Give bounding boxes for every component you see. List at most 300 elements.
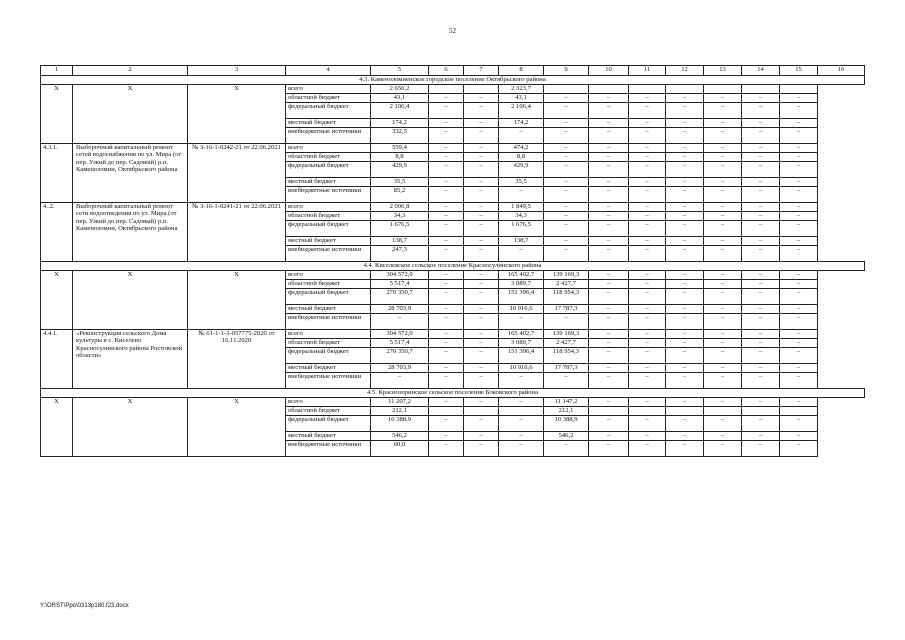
amount-cell	[742, 85, 780, 94]
amount-cell: 138,7	[499, 237, 544, 246]
amount-cell: 10 388,9	[371, 416, 429, 432]
amount-cell: 118 954,3	[544, 289, 589, 305]
amount-cell: –	[464, 119, 499, 128]
amount-cell: –	[629, 153, 666, 162]
amount-cell: –	[704, 153, 742, 162]
amount-cell: –	[589, 330, 629, 339]
amount-cell: 60,0	[371, 441, 429, 457]
amount-cell: –	[780, 330, 818, 339]
amount-cell: –	[629, 416, 666, 432]
funding-source: областной бюджет	[286, 280, 371, 289]
amount-cell: –	[629, 144, 666, 153]
amount-cell: –	[780, 237, 818, 246]
amount-cell: –	[704, 348, 742, 364]
amount-cell: –	[742, 103, 780, 119]
budget-table-wrapper	[40, 65, 865, 457]
amount-cell: –	[589, 441, 629, 457]
amount-cell: 138,7	[371, 237, 429, 246]
funding-source: местный бюджет	[286, 237, 371, 246]
amount-cell: –	[544, 212, 589, 221]
section-title: 4.5. Краснозоринское сельское поселение Боковского района	[41, 389, 865, 398]
amount-cell: –	[666, 178, 704, 187]
expertise-conclusion: X	[188, 398, 286, 457]
amount-cell: 212,1	[544, 407, 589, 416]
amount-cell: 2 427,7	[544, 280, 589, 289]
amount-cell: –	[704, 144, 742, 153]
amount-cell: –	[544, 314, 589, 330]
amount-cell: –	[704, 187, 742, 203]
amount-cell	[464, 85, 499, 94]
amount-cell: –	[780, 103, 818, 119]
amount-cell: 247,3	[371, 246, 429, 262]
funding-source: всего	[286, 271, 371, 280]
amount-cell: –	[629, 373, 666, 389]
amount-cell: –	[589, 203, 629, 212]
amount-cell: –	[629, 432, 666, 441]
amount-cell: –	[704, 441, 742, 457]
amount-cell: –	[704, 119, 742, 128]
amount-cell: –	[742, 178, 780, 187]
amount-cell: 5 517,4	[371, 339, 429, 348]
funding-source: областной бюджет	[286, 94, 371, 103]
amount-cell: –	[666, 103, 704, 119]
amount-cell: –	[464, 441, 499, 457]
amount-cell: –	[429, 314, 464, 330]
funding-source: местный бюджет	[286, 364, 371, 373]
funding-source: областной бюджет	[286, 339, 371, 348]
amount-cell: –	[429, 280, 464, 289]
amount-cell: –	[589, 432, 629, 441]
row-number: 4.3.1.	[41, 144, 73, 203]
column-number: 3	[188, 66, 286, 76]
amount-cell: –	[704, 162, 742, 178]
amount-cell: 1 849,5	[499, 203, 544, 212]
column-number: 5	[371, 66, 429, 76]
table-row	[41, 330, 865, 339]
amount-cell: –	[742, 398, 780, 407]
amount-cell: –	[704, 339, 742, 348]
amount-cell: –	[742, 144, 780, 153]
amount-cell: –	[780, 398, 818, 407]
amount-cell: –	[589, 364, 629, 373]
expertise-conclusion: № 3-16-1-0242-21 от 22.06.2021	[188, 144, 286, 203]
amount-cell	[464, 407, 499, 416]
amount-cell: –	[544, 237, 589, 246]
amount-cell: –	[666, 280, 704, 289]
amount-cell: –	[742, 305, 780, 314]
object-name: «Реконструкция сельского Дома культуры в с. Киселево Красносулинского района Ростовской области»	[73, 330, 188, 389]
amount-cell: –	[544, 246, 589, 262]
funding-source: всего	[286, 398, 371, 407]
column-number: 8	[499, 66, 544, 76]
amount-cell: –	[589, 119, 629, 128]
amount-cell: 165 402,7	[499, 271, 544, 280]
amount-cell: –	[666, 305, 704, 314]
table-row	[41, 271, 865, 280]
amount-cell: –	[544, 119, 589, 128]
amount-cell: –	[666, 314, 704, 330]
amount-cell: 304 572,0	[371, 271, 429, 280]
amount-cell: –	[629, 314, 666, 330]
amount-cell: –	[589, 314, 629, 330]
row-number: X	[41, 271, 73, 330]
amount-cell: 174,2	[371, 119, 429, 128]
amount-cell: –	[589, 416, 629, 432]
amount-cell: –	[429, 271, 464, 280]
amount-cell: –	[742, 271, 780, 280]
amount-cell: –	[629, 203, 666, 212]
amount-cell	[666, 407, 704, 416]
column-number: 14	[742, 66, 780, 76]
amount-cell: –	[742, 212, 780, 221]
amount-cell: –	[780, 144, 818, 153]
funding-source: федеральный бюджет	[286, 348, 371, 364]
amount-cell: –	[464, 187, 499, 203]
amount-cell: –	[589, 339, 629, 348]
funding-source: федеральный бюджет	[286, 221, 371, 237]
amount-cell: –	[544, 162, 589, 178]
amount-cell: –	[666, 441, 704, 457]
amount-cell: –	[629, 178, 666, 187]
amount-cell: –	[780, 373, 818, 389]
amount-cell: –	[666, 348, 704, 364]
amount-cell: –	[666, 128, 704, 144]
amount-cell: –	[780, 416, 818, 432]
amount-cell: –	[589, 187, 629, 203]
amount-cell: –	[589, 280, 629, 289]
amount-cell: –	[629, 289, 666, 305]
amount-cell: –	[464, 416, 499, 432]
amount-cell: 10 916,6	[499, 364, 544, 373]
column-number: 2	[73, 66, 188, 76]
funding-source: внебюджетные источники	[286, 314, 371, 330]
amount-cell: –	[666, 416, 704, 432]
amount-cell	[666, 85, 704, 94]
amount-cell: 559,4	[371, 144, 429, 153]
section-row	[41, 76, 865, 85]
column-number: 11	[629, 66, 666, 76]
amount-cell: 28 703,9	[371, 364, 429, 373]
funding-source: местный бюджет	[286, 178, 371, 187]
amount-cell: –	[666, 187, 704, 203]
amount-cell: –	[589, 305, 629, 314]
column-number: 15	[780, 66, 818, 76]
amount-cell: –	[780, 162, 818, 178]
expertise-conclusion: № 3-16-1-0241-21 от 22.06.2021	[188, 203, 286, 262]
amount-cell: –	[589, 178, 629, 187]
amount-cell: –	[589, 237, 629, 246]
row-number: X	[41, 398, 73, 457]
amount-cell: –	[429, 441, 464, 457]
amount-cell: 546,2	[544, 432, 589, 441]
amount-cell: –	[499, 432, 544, 441]
amount-cell: –	[589, 128, 629, 144]
amount-cell	[629, 85, 666, 94]
amount-cell: –	[629, 280, 666, 289]
amount-cell: 11 207,2	[371, 398, 429, 407]
amount-cell: 139 169,3	[544, 271, 589, 280]
amount-cell: –	[464, 432, 499, 441]
amount-cell: 17 787,3	[544, 364, 589, 373]
funding-source: всего	[286, 144, 371, 153]
amount-cell: –	[429, 212, 464, 221]
amount-cell: –	[589, 144, 629, 153]
amount-cell: –	[464, 94, 499, 103]
amount-cell: 85,2	[371, 187, 429, 203]
amount-cell: –	[742, 94, 780, 103]
amount-cell: –	[429, 162, 464, 178]
amount-cell: –	[666, 373, 704, 389]
amount-cell: –	[704, 280, 742, 289]
amount-cell: –	[464, 348, 499, 364]
amount-cell: –	[704, 364, 742, 373]
amount-cell: –	[499, 246, 544, 262]
table-row	[41, 144, 865, 153]
amount-cell	[780, 85, 818, 94]
funding-source: областной бюджет	[286, 153, 371, 162]
amount-cell: –	[742, 187, 780, 203]
amount-cell: –	[742, 432, 780, 441]
amount-cell: –	[742, 153, 780, 162]
amount-cell: 8,8	[371, 153, 429, 162]
amount-cell: –	[780, 364, 818, 373]
amount-cell: –	[464, 373, 499, 389]
amount-cell: 118 954,3	[544, 348, 589, 364]
amount-cell: –	[429, 339, 464, 348]
amount-cell: –	[544, 144, 589, 153]
amount-cell: –	[780, 280, 818, 289]
amount-cell: 546,2	[371, 432, 429, 441]
amount-cell	[499, 407, 544, 416]
amount-cell: –	[629, 271, 666, 280]
page-number: 52	[449, 27, 456, 35]
amount-cell: –	[742, 330, 780, 339]
amount-cell: –	[499, 187, 544, 203]
amount-cell: –	[429, 398, 464, 407]
amount-cell: 165 402,7	[499, 330, 544, 339]
amount-cell: –	[704, 221, 742, 237]
table-body	[41, 66, 865, 457]
amount-cell: –	[666, 432, 704, 441]
amount-cell: 5 517,4	[371, 280, 429, 289]
amount-cell: –	[780, 246, 818, 262]
amount-cell: 3 089,7	[499, 280, 544, 289]
funding-source: местный бюджет	[286, 432, 371, 441]
amount-cell: –	[544, 103, 589, 119]
amount-cell: –	[742, 373, 780, 389]
amount-cell: –	[704, 330, 742, 339]
amount-cell: –	[429, 348, 464, 364]
funding-source: областной бюджет	[286, 212, 371, 221]
row-number: 4..2.	[41, 203, 73, 262]
amount-cell: –	[704, 128, 742, 144]
amount-cell: –	[589, 94, 629, 103]
amount-cell: 28 703,9	[371, 305, 429, 314]
amount-cell: –	[704, 94, 742, 103]
amount-cell: –	[780, 187, 818, 203]
funding-source: федеральный бюджет	[286, 289, 371, 305]
amount-cell: 35,5	[371, 178, 429, 187]
amount-cell: –	[589, 103, 629, 119]
amount-cell: 2 656,2	[371, 85, 429, 94]
amount-cell: –	[666, 221, 704, 237]
amount-cell: –	[629, 128, 666, 144]
amount-cell: –	[629, 348, 666, 364]
column-number: 1	[41, 66, 73, 76]
amount-cell: –	[464, 271, 499, 280]
funding-source: внебюджетные источники	[286, 128, 371, 144]
amount-cell: 2 106,4	[499, 103, 544, 119]
amount-cell: –	[780, 441, 818, 457]
amount-cell: –	[780, 305, 818, 314]
amount-cell: –	[544, 441, 589, 457]
amount-cell: –	[589, 373, 629, 389]
amount-cell: –	[464, 212, 499, 221]
amount-cell: 17 787,3	[544, 305, 589, 314]
amount-cell: –	[429, 94, 464, 103]
funding-source: федеральный бюджет	[286, 162, 371, 178]
amount-cell: 43,1	[371, 94, 429, 103]
amount-cell: –	[780, 289, 818, 305]
object-name: X	[73, 271, 188, 330]
amount-cell: –	[666, 212, 704, 221]
amount-cell: –	[742, 221, 780, 237]
amount-cell: –	[429, 237, 464, 246]
amount-cell: –	[666, 271, 704, 280]
amount-cell: –	[704, 103, 742, 119]
amount-cell: 304 572,0	[371, 330, 429, 339]
funding-source: федеральный бюджет	[286, 103, 371, 119]
amount-cell	[429, 85, 464, 94]
amount-cell: –	[780, 128, 818, 144]
amount-cell: –	[464, 178, 499, 187]
funding-source: всего	[286, 85, 371, 94]
amount-cell: –	[742, 289, 780, 305]
object-name: X	[73, 398, 188, 457]
amount-cell: –	[666, 398, 704, 407]
funding-source: федеральный бюджет	[286, 416, 371, 432]
amount-cell: –	[499, 128, 544, 144]
amount-cell: –	[666, 94, 704, 103]
amount-cell: –	[629, 237, 666, 246]
amount-cell: –	[666, 330, 704, 339]
expertise-conclusion: X	[188, 271, 286, 330]
amount-cell: –	[464, 203, 499, 212]
amount-cell: –	[780, 203, 818, 212]
amount-cell: –	[589, 212, 629, 221]
amount-cell: –	[499, 416, 544, 432]
amount-cell: –	[704, 237, 742, 246]
amount-cell: 3 089,7	[499, 339, 544, 348]
amount-cell: –	[464, 128, 499, 144]
amount-cell: –	[589, 289, 629, 305]
amount-cell: –	[629, 94, 666, 103]
amount-cell: –	[780, 432, 818, 441]
amount-cell: 2 106,4	[371, 103, 429, 119]
amount-cell: –	[780, 94, 818, 103]
amount-cell	[704, 407, 742, 416]
amount-cell: –	[429, 330, 464, 339]
amount-cell: –	[429, 103, 464, 119]
amount-cell: 2 096,8	[371, 203, 429, 212]
section-row	[41, 389, 865, 398]
amount-cell: –	[704, 203, 742, 212]
amount-cell: –	[666, 153, 704, 162]
header-row	[41, 66, 865, 76]
amount-cell: –	[742, 203, 780, 212]
amount-cell: –	[544, 178, 589, 187]
amount-cell: –	[371, 373, 429, 389]
amount-cell: –	[704, 271, 742, 280]
amount-cell: –	[464, 305, 499, 314]
amount-cell: –	[429, 364, 464, 373]
table-row	[41, 203, 865, 212]
section-row	[41, 262, 865, 271]
amount-cell: –	[629, 119, 666, 128]
amount-cell: –	[742, 162, 780, 178]
amount-cell: –	[629, 187, 666, 203]
amount-cell: –	[464, 364, 499, 373]
amount-cell: –	[666, 119, 704, 128]
amount-cell: –	[780, 348, 818, 364]
amount-cell: –	[704, 398, 742, 407]
amount-cell: –	[589, 153, 629, 162]
amount-cell: –	[629, 212, 666, 221]
funding-source: всего	[286, 203, 371, 212]
amount-cell: –	[499, 314, 544, 330]
amount-cell: –	[780, 119, 818, 128]
section-title: 4.4. Киселевское сельское поселение Красносулинского района	[41, 262, 865, 271]
amount-cell: 2 427,7	[544, 339, 589, 348]
amount-cell: 34,3	[371, 212, 429, 221]
amount-cell: –	[429, 128, 464, 144]
amount-cell: –	[464, 221, 499, 237]
amount-cell: –	[429, 178, 464, 187]
amount-cell: –	[742, 314, 780, 330]
amount-cell: –	[666, 339, 704, 348]
object-name: Выборочный капитальный ремонт сети водоотведения по ул. Мира (от пер. Узкий до пер. Садовый) р.п. Каменоломни, Октябрьского района	[73, 203, 188, 262]
amount-cell: –	[629, 330, 666, 339]
amount-cell: –	[429, 373, 464, 389]
amount-cell: 174,2	[499, 119, 544, 128]
amount-cell: –	[429, 432, 464, 441]
amount-cell	[544, 85, 589, 94]
amount-cell	[704, 85, 742, 94]
amount-cell: –	[629, 398, 666, 407]
amount-cell: –	[544, 187, 589, 203]
funding-source: местный бюджет	[286, 305, 371, 314]
object-name: X	[73, 85, 188, 144]
row-number: 4.4.1.	[41, 330, 73, 389]
amount-cell: –	[742, 416, 780, 432]
column-number: 9	[544, 66, 589, 76]
amount-cell: –	[464, 330, 499, 339]
column-number: 10	[589, 66, 629, 76]
amount-cell: 151 396,4	[499, 348, 544, 364]
amount-cell	[589, 85, 629, 94]
amount-cell: –	[464, 398, 499, 407]
amount-cell: –	[544, 94, 589, 103]
amount-cell: –	[464, 246, 499, 262]
funding-source: внебюджетные источники	[286, 187, 371, 203]
row-number: X	[41, 85, 73, 144]
amount-cell: –	[464, 314, 499, 330]
column-number: 7	[464, 66, 499, 76]
amount-cell: –	[464, 153, 499, 162]
amount-cell: –	[742, 441, 780, 457]
amount-cell: –	[780, 153, 818, 162]
amount-cell: –	[544, 221, 589, 237]
